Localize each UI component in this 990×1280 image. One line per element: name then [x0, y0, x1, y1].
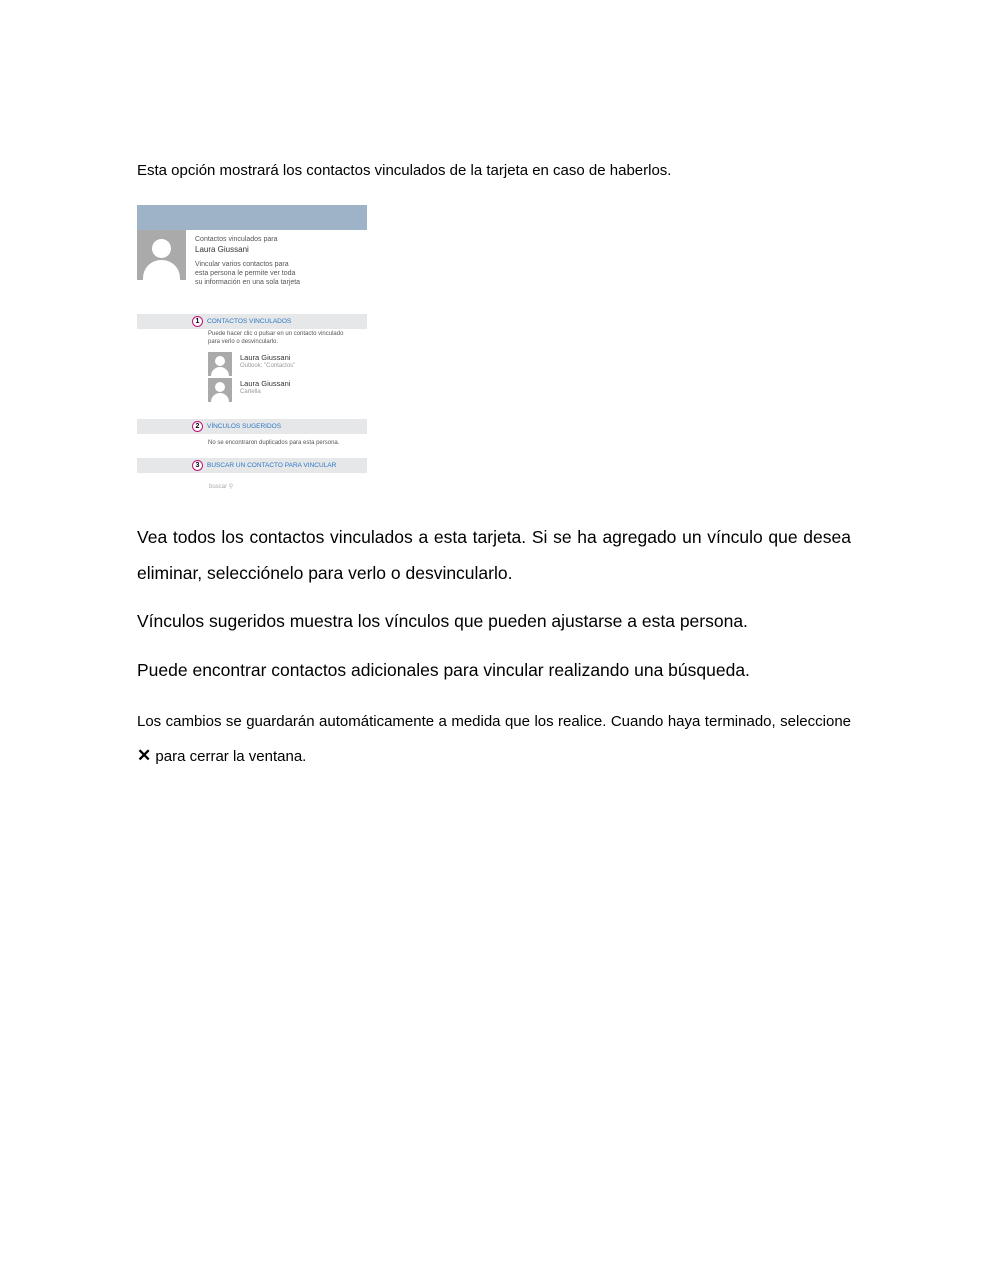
search-icon[interactable]: ⚲ [228, 484, 234, 490]
close-icon: ✕ [137, 746, 152, 765]
paragraph-2: Vínculos sugeridos muestra los vínculos que pueden ajustarse a esta persona. [137, 611, 748, 631]
no-suggestions: No se encontraron duplicados para esta persona. [208, 440, 340, 446]
contact-avatar-icon [208, 352, 232, 376]
contact-avatar-icon [208, 378, 232, 402]
intro-text: Esta opción mostrará los contactos vinculados de la tarjeta en caso de haberlos. [137, 162, 672, 179]
section-search[interactable] [137, 458, 367, 473]
help-1: Puede hacer clic o pulsar en un contacto vinculado [208, 331, 344, 337]
step-badge: 1 [192, 316, 203, 327]
contact-source: Cartella [240, 389, 261, 395]
desc-3: su información en una sola tarjeta [195, 279, 301, 286]
section-linked[interactable] [137, 314, 367, 329]
paragraph-3: Puede encontrar contactos adicionales para vincular realizando una búsqueda. [137, 660, 750, 680]
step-badge: 2 [192, 421, 203, 432]
section-label: BUSCAR UN CONTACTO PARA VINCULAR [207, 462, 337, 469]
section-label: CONTACTOS VINCULADOS [207, 318, 292, 325]
paragraph-1: Vea todos los contactos vinculados a esta tarjeta. Si se ha agregado un vínculo que desea eliminar, selecciónelo para verlo o desvincularlo. [137, 527, 851, 583]
search-input[interactable]: buscar ⚲ [209, 484, 234, 490]
contact-name: Laura Giussani [195, 245, 249, 254]
contact-source: Outlook: "Contactos" [240, 363, 296, 369]
desc-2: esta persona le permite ver toda [195, 270, 296, 277]
step-badge: 3 [192, 460, 203, 471]
paragraph-4: Los cambios se guardarán automáticamente a medida que los realice. Cuando haya terminado, seleccione ✕ para cerrar la ventana. [137, 713, 851, 765]
help-2: para verlo o desvincularlo. [208, 339, 279, 345]
contact-name[interactable]: Laura Giussani [240, 353, 291, 362]
desc-1: Vincular varios contactos para [195, 261, 289, 268]
section-label: VÍNCULOS SUGERIDOS [207, 423, 282, 430]
subtitle: Contactos vinculados para [195, 236, 278, 243]
section-suggested[interactable] [137, 419, 367, 434]
linked-contacts-screenshot [137, 205, 367, 495]
avatar-icon [137, 230, 186, 280]
header-bar [137, 205, 367, 230]
contact-name[interactable]: Laura Giussani [240, 379, 291, 388]
